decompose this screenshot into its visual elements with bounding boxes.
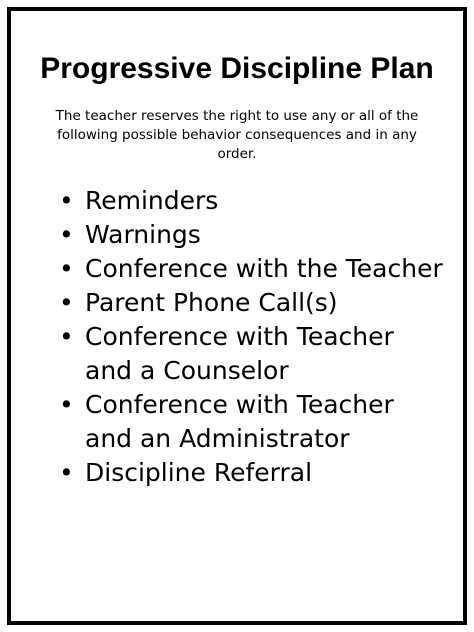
bullet-icon: • <box>59 390 74 419</box>
list-item <box>53 320 443 388</box>
list-item <box>53 388 443 456</box>
list-item-label: Conference with the Teacher <box>85 254 443 283</box>
poster-frame <box>7 7 467 625</box>
list-item-label: Conference with Teacher and a Counselor <box>85 322 394 385</box>
bullet-icon: • <box>59 220 74 249</box>
list-item <box>53 252 443 286</box>
bullet-icon: • <box>59 458 74 487</box>
list-item <box>53 184 443 218</box>
list-item <box>53 456 443 490</box>
bullet-icon: • <box>59 186 74 215</box>
bullet-icon: • <box>59 288 74 317</box>
list-item <box>53 286 443 320</box>
bullet-icon: • <box>59 322 74 351</box>
list-item-label: Warnings <box>85 220 201 249</box>
list-item <box>53 218 443 252</box>
list-item-label: Reminders <box>85 186 219 215</box>
consequence-list <box>53 184 443 490</box>
list-item-label: Parent Phone Call(s) <box>85 288 338 317</box>
intro-text: The teacher reserves the right to use any or all of the following possible behavior consequences and in any order. <box>55 108 419 162</box>
list-item-label: Conference with Teacher and an Administrator <box>85 390 394 453</box>
list-item-label: Discipline Referral <box>85 458 313 487</box>
bullet-icon: • <box>59 254 74 283</box>
page-title: Progressive Discipline Plan <box>40 52 434 85</box>
